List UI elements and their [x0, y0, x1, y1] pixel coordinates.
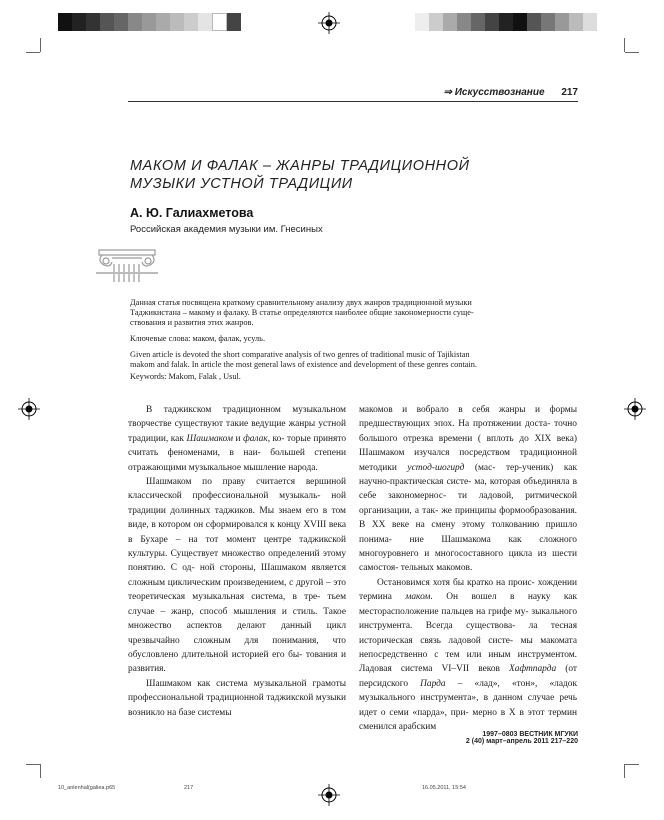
- page-number: 217: [561, 87, 578, 98]
- slug-datetime: 16.05.2011, 15:54: [422, 785, 466, 791]
- column-capital-logo: [96, 244, 158, 284]
- title-line: МУЗЫКИ УСТНОЙ ТРАДИЦИИ: [130, 176, 353, 192]
- abstract-ru: [130, 298, 580, 328]
- abstract-line: ствования и развития этих жанров.: [130, 318, 254, 327]
- grayscale-calibration-bar: [58, 13, 241, 31]
- abstract-line: makom and falak. In article the most general laws of existence and development of these genres contain.: [130, 360, 477, 369]
- keywords-en: Keywords: Makom, Falak , Usul.: [130, 372, 241, 381]
- abstract-line: Таджикистана – макому и фалаку. В статье определяются наиболее общие закономерности суще-: [130, 308, 474, 317]
- crop-mark: [624, 38, 625, 52]
- footer-line: 2 (40) март–апрель 2011 217–220: [465, 738, 578, 745]
- header-rule: [128, 101, 578, 102]
- journal-footer: [466, 731, 578, 745]
- author-affiliation: Российская академия музыки им. Гнесиных: [130, 224, 323, 235]
- running-header: [444, 87, 578, 98]
- registration-mark-icon: [624, 398, 646, 420]
- crop-mark: [40, 764, 41, 778]
- paragraph: макомов и вобрало в себя жанры и формы предшествующих эпох. На протяжении доста- точно большого отрезка времени ( вплоть до XIX века) Шашмаком изучался посредством традиционной методики устод-шогирд (мас- тер-ученик) как научно-практическая систе- ма, которая объединяла в себе закономернос- ти ладовой, ритмической организации, а так- же принципы формообразования. В XX веке на смену этому толкованию пришло понима- ние Шашмакома как сложного многоуровнего и многосоставного цикла из шести самостоя- тельных макомов.: [359, 405, 578, 574]
- footer-line: 1997–0803 ВЕСТНИК МГУКИ: [482, 731, 578, 738]
- keywords-ru: Ключевые слова: маком, фалак, усуль.: [130, 334, 266, 343]
- paragraph: Шашмаком как система музыкальной грамоты профессиональной традиционной таджикской музыки возникло на базе системы: [128, 678, 346, 718]
- abstract-line: Given article is devoted the short comparative analysis of two genres of traditional music of Tajikistan: [130, 350, 470, 359]
- abstract-line: Данная статья посвящена краткому сравнительному анализу двух жанров традиционной музыки: [130, 298, 472, 307]
- registration-mark-icon: [318, 784, 340, 806]
- crop-mark: [625, 52, 639, 53]
- author-name: А. Ю. Галиахметова: [130, 206, 254, 220]
- paragraph: Шашмаком по праву считается вершиной классической профессиональной музыкаль- ной традиции долинных таджиков. Мы знаем его в том виде, в котором он сформировался к концу XVIII века в Бухаре – на тот момент центре таджикской культуры. Существует множество определений этому понятию. С од- ной стороны, Шашмаком является сложным циклическим произведением, с другой – это теоретическая музыкальная система, в тре- тьем случае – жанр, способ мышления и стиль. Такое множество аспектов делают данный цикл чрезвычайно сложным для понимания, что обусловлено длительной историей его бы- тования и развития.: [128, 477, 347, 675]
- body-column-right: [359, 403, 577, 734]
- paragraph: Остановимся хотя бы кратко на проис- хождении термина маком. Он вошел в науку как месторасположение пальцев на грифе му- зыкального инструмента. Всегда существова- ла тесная историческая связь ладовой систе- мы макомата непосредственно с тем или иным инструментом. Ладовая система VI–VII веков Хафтпарда (от персидского Парда – «лад», «тон», «ладок музыкального инструмента», в данном случае речь идет о семи «парда», при- мерно в Х в этот термин сменился арабским: [359, 577, 578, 732]
- registration-mark-icon: [318, 12, 340, 34]
- crop-mark: [624, 764, 625, 778]
- body-column-left: [128, 403, 346, 720]
- paragraph: В таджикском традиционном музыкальном творчестве существуют такие ведущие жанры устной традиции, как Шашмаком и фалак, ко- торые принято считать феноменами, в наи- большей степени отражающими музыкальное мышление народа.: [128, 405, 347, 473]
- crop-mark: [40, 38, 41, 52]
- crop-mark: [625, 764, 639, 765]
- color-calibration-bar: [415, 13, 597, 31]
- slug-filename: 10_anlenhal(galiea.p65: [58, 785, 116, 791]
- title-line: МАКОМ И ФАЛАК – ЖАНРЫ ТРАДИЦИОННОЙ: [130, 158, 470, 174]
- crop-mark: [26, 52, 40, 53]
- registration-mark-icon: [18, 398, 40, 420]
- article-title: [130, 157, 550, 193]
- section-arrow: ⇒: [443, 87, 452, 98]
- crop-mark: [26, 764, 40, 765]
- slug-page: 217: [184, 785, 194, 791]
- abstract-en: [130, 350, 580, 370]
- section-name: Искусствознание: [454, 87, 545, 98]
